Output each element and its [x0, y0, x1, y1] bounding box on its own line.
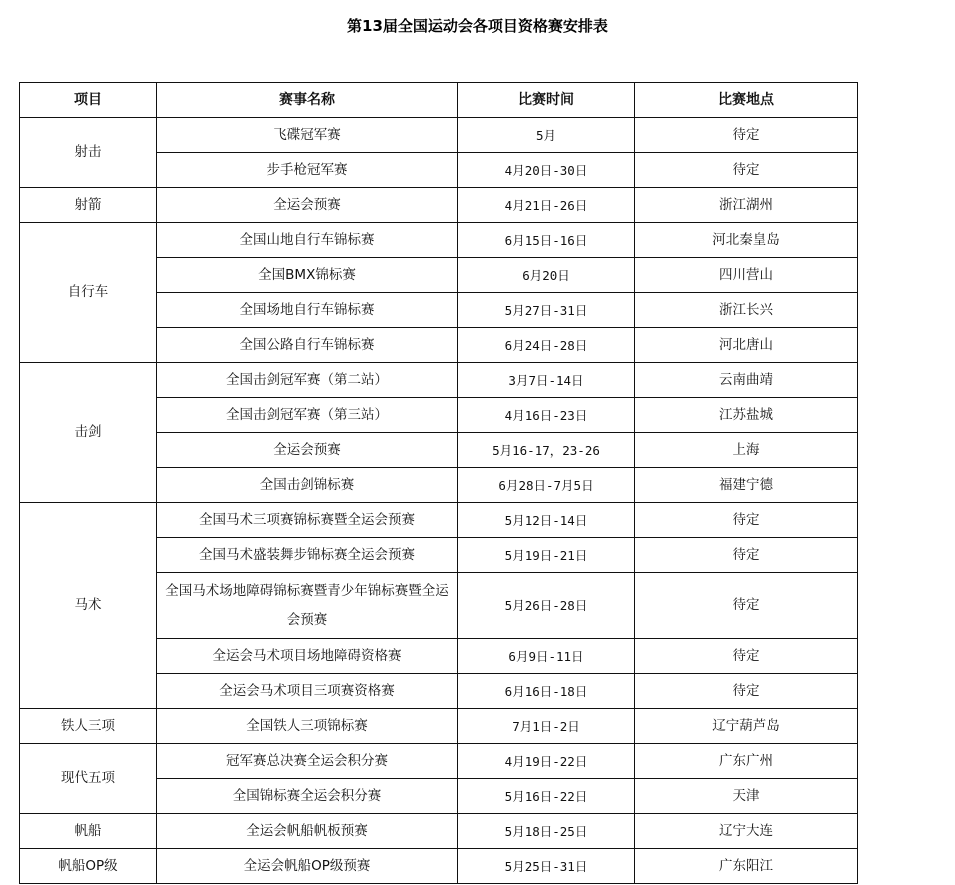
table-row [20, 709, 858, 744]
event-cell: 全运会预赛 [157, 188, 458, 223]
sport-cell: 击剑 [20, 363, 157, 503]
time-cell: 4月16日-23日 [458, 398, 635, 433]
venue-cell: 天津 [635, 779, 858, 814]
event-cell: 全国击剑冠军赛（第二站） [157, 363, 458, 398]
time-cell: 6月24日-28日 [458, 328, 635, 363]
venue-cell: 辽宁大连 [635, 814, 858, 849]
venue-cell: 浙江湖州 [635, 188, 858, 223]
event-cell: 全国公路自行车锦标赛 [157, 328, 458, 363]
sport-cell: 铁人三项 [20, 709, 157, 744]
event-cell: 全运会帆船OP级预赛 [157, 849, 458, 884]
sport-cell: 马术 [20, 503, 157, 709]
time-cell: 3月7日-14日 [458, 363, 635, 398]
time-cell: 4月21日-26日 [458, 188, 635, 223]
header-time: 比赛时间 [458, 83, 635, 118]
time-cell: 5月26日-28日 [458, 573, 635, 639]
time-cell: 4月19日-22日 [458, 744, 635, 779]
sport-cell: 现代五项 [20, 744, 157, 814]
time-cell: 6月9日-11日 [458, 639, 635, 674]
schedule-body [20, 118, 858, 884]
time-cell: 5月19日-21日 [458, 538, 635, 573]
sport-cell: 射击 [20, 118, 157, 188]
header-row [20, 83, 858, 118]
event-cell: 全运会马术项目场地障碍资格赛 [157, 639, 458, 674]
schedule-table [19, 82, 858, 884]
time-cell: 5月 [458, 118, 635, 153]
event-cell: 全国马术三项赛锦标赛暨全运会预赛 [157, 503, 458, 538]
venue-cell: 广东广州 [635, 744, 858, 779]
event-cell: 冠军赛总决赛全运会积分赛 [157, 744, 458, 779]
time-cell: 6月20日 [458, 258, 635, 293]
event-cell: 飞碟冠军赛 [157, 118, 458, 153]
time-cell: 5月16日-22日 [458, 779, 635, 814]
table-row [20, 814, 858, 849]
venue-cell: 河北唐山 [635, 328, 858, 363]
time-cell: 6月15日-16日 [458, 223, 635, 258]
venue-cell: 待定 [635, 118, 858, 153]
venue-cell: 广东阳江 [635, 849, 858, 884]
venue-cell: 云南曲靖 [635, 363, 858, 398]
time-cell: 5月16-17，23-26 [458, 433, 635, 468]
time-cell: 6月16日-18日 [458, 674, 635, 709]
table-row [20, 188, 858, 223]
time-cell: 5月27日-31日 [458, 293, 635, 328]
header-sport: 项目 [20, 83, 157, 118]
venue-cell: 待定 [635, 573, 858, 639]
venue-cell: 浙江长兴 [635, 293, 858, 328]
header-venue: 比赛地点 [635, 83, 858, 118]
time-cell: 5月18日-25日 [458, 814, 635, 849]
venue-cell: 待定 [635, 674, 858, 709]
header-event: 赛事名称 [157, 83, 458, 118]
event-cell: 全国铁人三项锦标赛 [157, 709, 458, 744]
event-cell: 全国场地自行车锦标赛 [157, 293, 458, 328]
table-row [20, 223, 858, 258]
event-cell: 全国马术盛装舞步锦标赛全运会预赛 [157, 538, 458, 573]
venue-cell: 四川营山 [635, 258, 858, 293]
venue-cell: 待定 [635, 503, 858, 538]
sport-cell: 射箭 [20, 188, 157, 223]
venue-cell: 辽宁葫芦岛 [635, 709, 858, 744]
time-cell: 5月12日-14日 [458, 503, 635, 538]
event-cell: 全运会马术项目三项赛资格赛 [157, 674, 458, 709]
time-cell: 4月20日-30日 [458, 153, 635, 188]
sport-cell: 帆船 [20, 814, 157, 849]
sport-cell: 帆船OP级 [20, 849, 157, 884]
event-cell: 全国山地自行车锦标赛 [157, 223, 458, 258]
venue-cell: 待定 [635, 639, 858, 674]
event-cell: 全运会预赛 [157, 433, 458, 468]
event-cell: 全国锦标赛全运会积分赛 [157, 779, 458, 814]
event-cell: 全国BMX锦标赛 [157, 258, 458, 293]
event-cell: 全运会帆船帆板预赛 [157, 814, 458, 849]
time-cell: 7月1日-2日 [458, 709, 635, 744]
sport-cell: 自行车 [20, 223, 157, 363]
page-title: 第13届全国运动会各项目资格赛安排表 [347, 17, 608, 35]
event-cell: 步手枪冠军赛 [157, 153, 458, 188]
venue-cell: 江苏盐城 [635, 398, 858, 433]
venue-cell: 河北秦皇岛 [635, 223, 858, 258]
event-cell: 全国击剑锦标赛 [157, 468, 458, 503]
table-row [20, 503, 858, 538]
table-row [20, 744, 858, 779]
time-cell: 5月25日-31日 [458, 849, 635, 884]
table-row [20, 849, 858, 884]
event-cell: 全国马术场地障碍锦标赛暨青少年锦标赛暨全运会预赛 [157, 573, 458, 639]
venue-cell: 待定 [635, 153, 858, 188]
venue-cell: 待定 [635, 538, 858, 573]
event-cell: 全国击剑冠军赛（第三站） [157, 398, 458, 433]
venue-cell: 福建宁德 [635, 468, 858, 503]
table-row [20, 363, 858, 398]
table-row [20, 118, 858, 153]
venue-cell: 上海 [635, 433, 858, 468]
time-cell: 6月28日-7月5日 [458, 468, 635, 503]
